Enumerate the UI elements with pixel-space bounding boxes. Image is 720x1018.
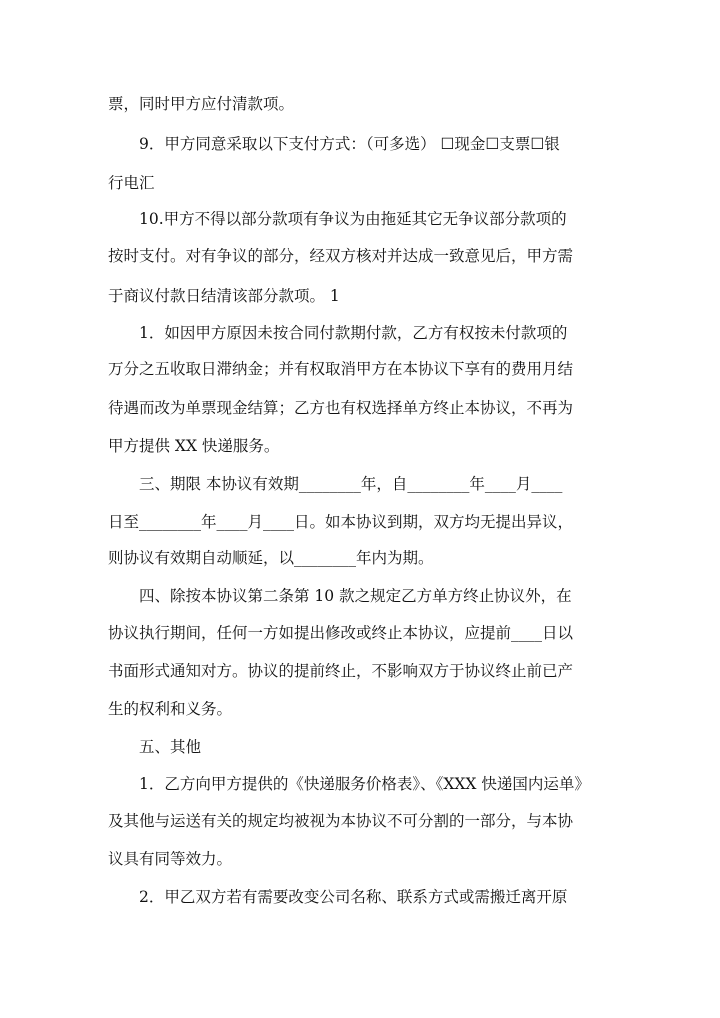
text-line: 于商议付款日结清该部分款项。 1 xyxy=(108,287,340,305)
text-line: 生的权利和义务。 xyxy=(108,700,233,718)
text-line: 10.甲方不得以部分款项有争议为由拖延其它无争议部分款项的 xyxy=(139,210,567,228)
text-line: 票，同时甲方应付清款项。 xyxy=(108,95,295,113)
text-line: 甲方提供 XX 快递服务。 xyxy=(108,437,280,455)
text-line: 及其他与运送有关的规定均被视为本协议不可分割的一部分，与本协 xyxy=(108,812,574,830)
text-line: 书面形式通知对方。协议的提前终止，不影响双方于协议终止前已产 xyxy=(108,662,574,680)
section-heading: 五、其他 xyxy=(139,738,202,756)
text-line: 万分之五收取日滞纳金；并有权取消甲方在本协议下享有的费用月结 xyxy=(108,360,574,378)
text-line: 1．如因甲方原因未按合同付款期付款，乙方有权按未付款项的 xyxy=(139,324,568,342)
text-line: 协议执行期间，任何一方如提出修改或终止本协议，应提前____日以 xyxy=(108,624,574,642)
text-line: 日至________年____月____日。如本协议到期，双方均无提出异议， xyxy=(108,513,574,531)
text-line: 按时支付。对有争议的部分，经双方核对并达成一致意见后，甲方需 xyxy=(108,247,574,265)
text-line: 行电汇 xyxy=(108,174,155,192)
text-line: 1．乙方向甲方提供的《快递服务价格表》、《XXX 快递国内运单》 xyxy=(139,775,590,793)
text-line: 2．甲乙双方若有需要改变公司名称、联系方式或需搬迁离开原 xyxy=(139,888,568,906)
text-line: 四、除按本协议第二条第 10 款之规定乙方单方终止协议外，在 xyxy=(139,587,572,605)
text-line: 9．甲方同意采取以下支付方式：（可多选） ☐现金☐支票☐银 xyxy=(139,135,560,153)
text-line: 议具有同等效力。 xyxy=(108,850,233,868)
text-line: 三、期限 本协议有效期________年，自________年____月____ xyxy=(139,475,563,493)
text-line: 则协议有效期自动顺延，以________年内为期。 xyxy=(108,549,434,567)
text-line: 待遇而改为单票现金结算；乙方也有权选择单方终止本协议，不再为 xyxy=(108,399,574,417)
